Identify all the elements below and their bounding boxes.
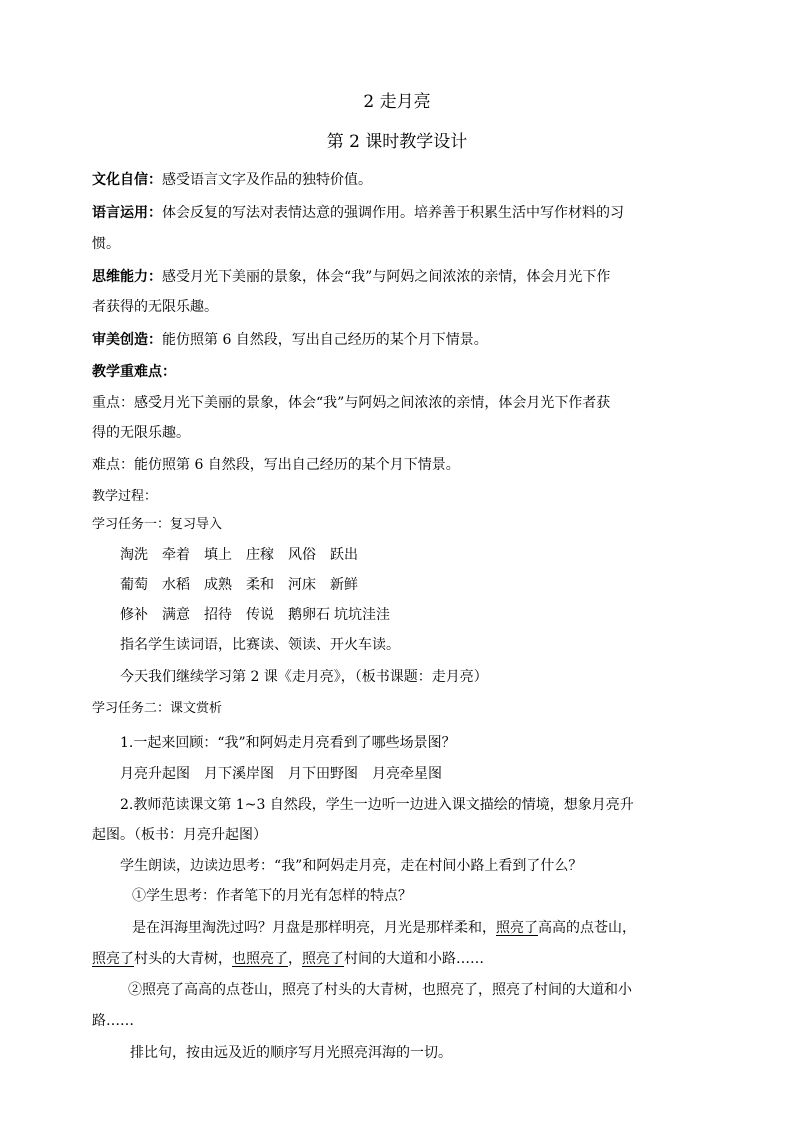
underlined-phrase: 照亮了 [496, 920, 538, 936]
goal-text: 能仿照第 6 自然段，写出自己经历的某个月下情景。 [162, 332, 488, 348]
goal-label: 思维能力： [92, 269, 162, 285]
goal-label: 文化自信： [92, 172, 162, 188]
goal-label: 语言运用： [92, 205, 162, 221]
word-row-2 [120, 575, 372, 595]
question-2: 2.教师范读课文第 1~3 自然段，学生一边听一边进入课文描绘的情境，想象月亮升 [120, 797, 634, 813]
scene-list [120, 764, 456, 784]
word-row-3 [120, 605, 404, 625]
goal-thinking [92, 267, 610, 287]
goal-culture [92, 170, 372, 190]
think-point-2-cont: 路…… [92, 1013, 134, 1029]
scene-name: 月亮牵星图 [372, 766, 442, 782]
underlined-phrase: 也照亮了 [232, 951, 288, 967]
vocab-word: 柔和 [246, 577, 274, 593]
scene-name: 月下田野图 [288, 766, 358, 782]
vocab-word: 河床 [288, 577, 316, 593]
quote-text: 村头的大青树， [134, 951, 232, 967]
goal-text: 感受月光下美丽的景象，体会“我”与阿妈之间浓浓的亲情，体会月光下作 [162, 269, 611, 285]
quote-text: 是在洱海里淘洗过吗？月盘是那样明亮，月光是那样柔和， [132, 920, 496, 936]
vocab-word: 成熟 [204, 577, 232, 593]
key-point-2: 难点：能仿照第 6 自然段，写出自己经历的某个月下情景。 [92, 457, 460, 473]
vocab-word: 坑坑洼洼 [334, 607, 390, 623]
goal-language [92, 203, 624, 223]
vocab-word: 修补 [120, 607, 148, 623]
quote-line-1 [132, 918, 636, 938]
vocab-word: 庄稼 [246, 547, 274, 563]
goal-language-cont: 惯。 [92, 236, 120, 252]
goal-label: 审美创造： [92, 332, 162, 348]
task1-heading: 学习任务一：复习导入 [92, 517, 223, 532]
lesson-subtitle: 第 2 课时教学设计 [326, 132, 468, 152]
vocab-word: 鹅卵石 [288, 607, 330, 623]
reading-note: 指名学生读词语，比赛读、领读、开火车读。 [120, 637, 400, 653]
process-heading: 教学过程： [92, 489, 158, 504]
goal-text: 体会反复的写法对表情达意的强调作用。培养善于积累生活中写作材料的习 [162, 205, 624, 221]
lesson-title: 2 走月亮 [363, 92, 431, 112]
goal-aesthetic [92, 330, 488, 350]
vocab-word: 淘洗 [120, 547, 148, 563]
student-reading: 学生朗读，边读边思考：“我”和阿妈走月亮，走在村间小路上看到了什么？ [120, 858, 583, 874]
vocab-word: 跃出 [330, 547, 358, 563]
underlined-phrase: 照亮了 [92, 951, 134, 967]
word-row-1 [120, 545, 372, 565]
quote-text: 村间的大道和小路…… [344, 951, 484, 967]
key-points-heading: 教学重难点： [92, 364, 176, 380]
vocab-word: 满意 [162, 607, 190, 623]
think-point-2: ②照亮了高高的点苍山，照亮了村头的大青树，也照亮了，照亮了村间的大道和小 [128, 982, 632, 998]
think-point-1: ①学生思考：作者笔下的月光有怎样的特点？ [132, 888, 412, 904]
question-2-cont: 起图。（板书：月亮升起图） [92, 827, 267, 843]
scene-name: 月亮升起图 [120, 766, 190, 782]
task2-heading: 学习任务二：课文赏析 [92, 701, 223, 716]
underlined-phrase: 照亮了 [302, 951, 344, 967]
question-1: 1.一起来回顾：“我”和阿妈走月亮看到了哪些场景图？ [120, 735, 456, 751]
key-point-1: 重点：感受月光下美丽的景象，体会“我”与阿妈之间浓浓的亲情，体会月光下作者获 [92, 395, 611, 411]
summary-text: 排比句，按由远及近的顺序写月光照亮洱海的一切。 [130, 1045, 452, 1061]
goal-thinking-cont: 者获得的无限乐趣。 [92, 299, 218, 315]
vocab-word: 传说 [246, 607, 274, 623]
vocab-word: 葡萄 [120, 577, 148, 593]
goal-text: 感受语言文字及作品的独特价值。 [162, 172, 372, 188]
vocab-word: 新鲜 [330, 577, 358, 593]
scene-name: 月下溪岸图 [204, 766, 274, 782]
intro-text: 今天我们继续学习第 2 课《走月亮》，（板书课题：走月亮） [120, 669, 488, 685]
vocab-word: 水稻 [162, 577, 190, 593]
vocab-word: 牵着 [162, 547, 190, 563]
key-point-1-cont: 得的无限乐趣。 [92, 425, 190, 441]
quote-line-2 [92, 949, 484, 969]
vocab-word: 招待 [204, 607, 232, 623]
vocab-word: 风俗 [288, 547, 316, 563]
quote-text: ， [288, 951, 302, 967]
vocab-word: 填上 [204, 547, 232, 563]
quote-text: 高高的点苍山， [538, 920, 636, 936]
